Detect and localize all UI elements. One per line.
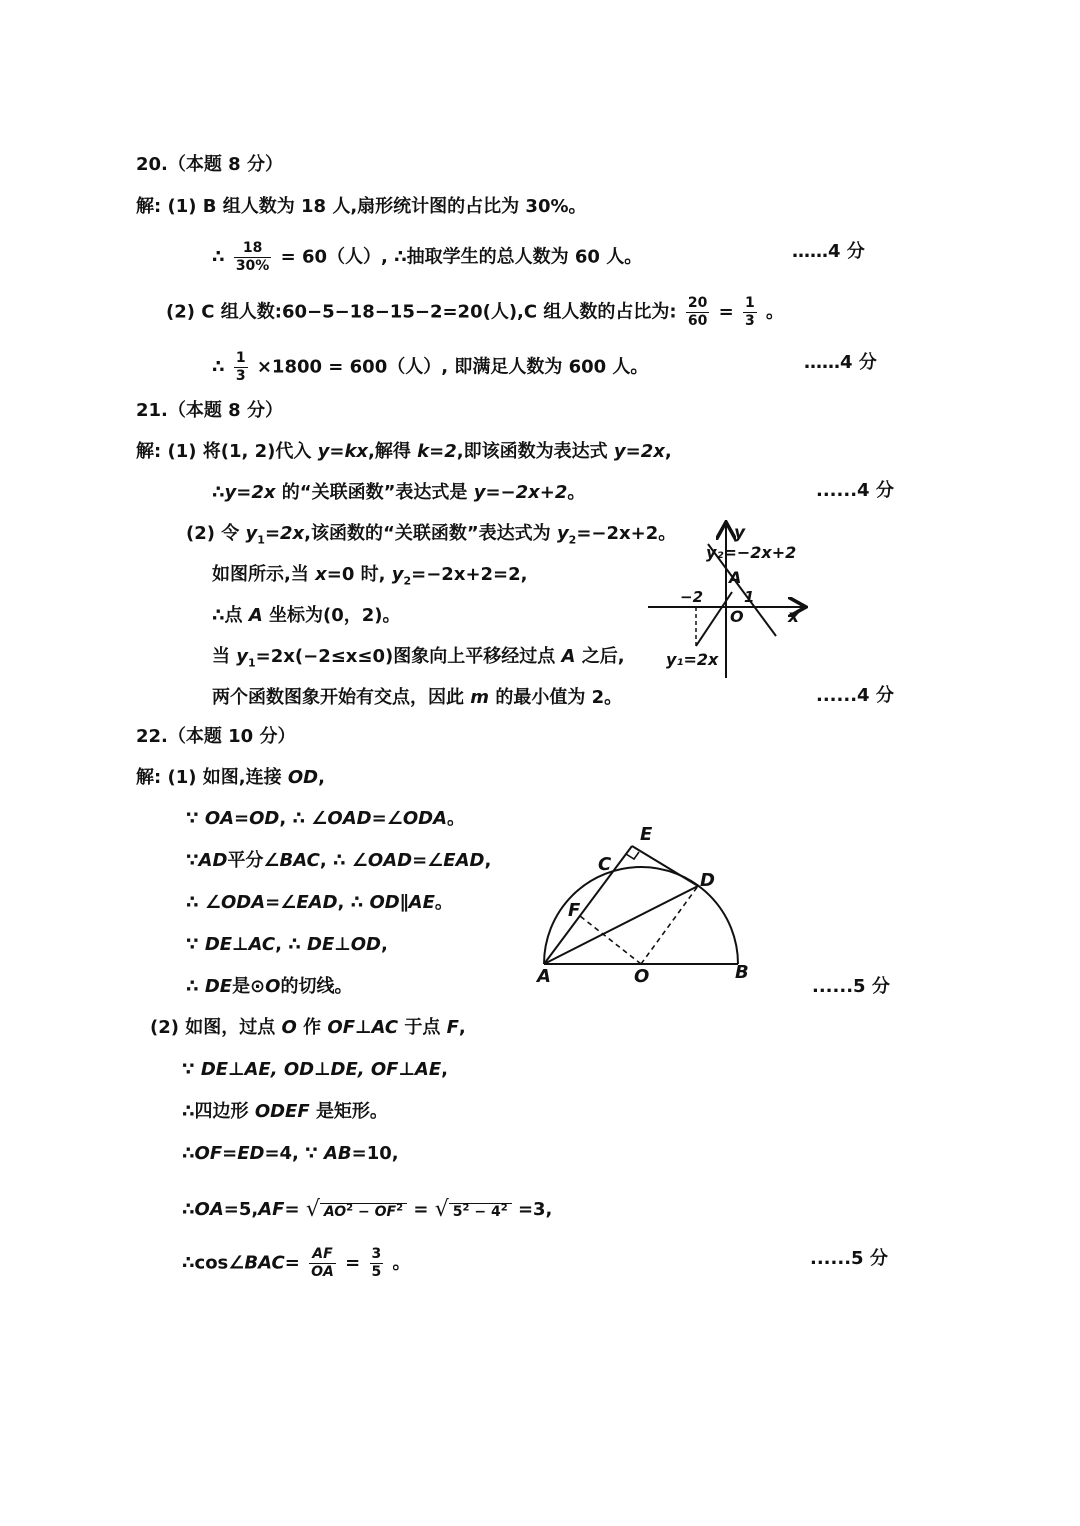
math-expr: ODEF [254, 1101, 310, 1122]
text: , ∴ [279, 808, 306, 829]
segment-ad [544, 886, 698, 964]
tick-1-label: 1 [744, 588, 755, 606]
equals-sign: = [345, 1252, 361, 1274]
math-expr: k=2 [417, 441, 457, 462]
math-expr: y [236, 646, 249, 667]
math-expr: OF=ED [194, 1143, 265, 1164]
period: 。 [766, 301, 785, 323]
text: 。 [434, 892, 453, 913]
superscript: 2 [462, 1202, 470, 1213]
text: 当 [212, 646, 230, 667]
subscript: 2 [403, 574, 412, 588]
text: = [284, 1252, 300, 1274]
q21-line-1 [136, 437, 672, 467]
text: ,该函数的“关联函数”表达式为 [304, 523, 551, 544]
text: ∵ [186, 934, 199, 955]
text: , [380, 934, 388, 955]
solve-label: 解: [136, 441, 162, 462]
text: =0 时, [326, 564, 386, 585]
text: , ∴ [275, 934, 301, 955]
text: 是⊙ [232, 976, 266, 997]
period: 。 [392, 1252, 411, 1274]
text: 的切线。 [280, 976, 353, 997]
text: ∴ [186, 892, 199, 913]
math-expr: O [281, 1017, 297, 1038]
part-label: (2) [150, 1017, 179, 1038]
text: =−2x+2。 [576, 523, 677, 544]
superscript: 2 [500, 1202, 508, 1213]
radicand [320, 1203, 407, 1220]
q21-line-7 [212, 683, 622, 713]
radical-sign-icon: √ [305, 1196, 320, 1222]
math-expr: OA [311, 1264, 334, 1280]
q21-line-3 [186, 519, 676, 556]
statement-text: C 组人数:60−5−18−15−2=20(人),C 组人数的占比为: [201, 301, 677, 323]
calc-text: = 60（人）, ∴抽取学生的总人数为 60 人。 [280, 246, 643, 268]
text: , [441, 1059, 448, 1080]
q21-graph [640, 516, 820, 686]
numerator: 18 [234, 240, 272, 258]
segment-of-dashed [580, 916, 641, 964]
part-label: (1) [167, 196, 197, 217]
q21-line-5 [212, 601, 401, 631]
text: =−2x+2=2, [411, 564, 528, 585]
denominator: 30% [235, 258, 270, 274]
q21-part1-score: ......4 分 [816, 480, 894, 501]
text: 于点 [404, 1017, 441, 1038]
text: ∴ [212, 482, 225, 503]
label-b: B [735, 962, 749, 983]
text: , [664, 441, 672, 462]
radicand [449, 1203, 512, 1220]
q20-part2-line [166, 295, 784, 330]
numerator: 20 [687, 295, 708, 311]
q22-figure [528, 816, 760, 986]
text: ∵ [186, 850, 199, 871]
fraction-1-over-3 [234, 350, 248, 385]
text: 令 [221, 523, 240, 544]
math-expr: OD [287, 767, 319, 788]
math-expr: y [391, 564, 404, 585]
text: ∴ [186, 976, 199, 997]
therefore-symbol: ∴ [212, 246, 225, 268]
math-expr: − OF [353, 1203, 397, 1220]
q22-line-4 [186, 888, 453, 918]
line-y1-label: y₁=2x [666, 650, 719, 669]
math-expr: DE⊥OD [307, 934, 381, 955]
text: , ∴ [337, 892, 364, 913]
statement-text: B 组人数为 18 人,扇形统计图的占比为 30%。 [202, 196, 587, 217]
part-label: (2) [186, 523, 215, 544]
math-expr: y=−2x+2 [473, 482, 568, 503]
math-expr: DE [204, 976, 233, 997]
math-expr: AO [323, 1203, 347, 1220]
q22-line-11 [182, 1193, 552, 1227]
label-a: A [537, 966, 551, 986]
q22-line-10 [182, 1139, 399, 1169]
text: ∵ [182, 1059, 195, 1080]
text: =10, [351, 1143, 399, 1164]
text: = [413, 1198, 429, 1220]
math-expr: OA=OD [204, 808, 280, 829]
denominator: 5 [371, 1264, 382, 1280]
math-expr: OD∥AE [369, 892, 435, 913]
q20-part1-score: ……4 分 [792, 241, 865, 262]
denominator [309, 1264, 336, 1281]
label-e: E [640, 824, 653, 845]
text: =2x(−2≤x≤0)图象向上平移经过点 [255, 646, 556, 667]
math-expr: y [245, 523, 258, 544]
math-expr: OF⊥AC [327, 1017, 399, 1038]
math-expr: AF [258, 1198, 285, 1220]
segment-de [632, 846, 698, 886]
q20-header: 20.（本题 8 分） [136, 154, 283, 175]
solve-label: 解: [136, 196, 162, 217]
q20-part2-score: ……4 分 [804, 352, 877, 373]
text: =3, [517, 1198, 553, 1220]
text: , [458, 1017, 466, 1038]
q22-line-6 [186, 972, 352, 1002]
math-expr: F [446, 1017, 459, 1038]
fraction-18-over-30pct [234, 240, 272, 275]
q21-line-4 [212, 560, 528, 597]
math-expr: DE⊥AC [204, 934, 276, 955]
sqrt-ao2-minus-of2 [306, 1193, 407, 1227]
y-axis-label: y [734, 523, 746, 543]
text: 是矩形。 [315, 1101, 388, 1122]
math-expr: OA [194, 1198, 224, 1220]
math-expr: AF [312, 1246, 333, 1262]
label-o: O [634, 966, 650, 986]
math-expr: ∠ODA=∠EAD [204, 892, 338, 913]
math-expr: y=2x [224, 482, 276, 503]
label-d: D [700, 870, 715, 891]
text: , [484, 850, 492, 871]
x-axis-label: x [788, 607, 799, 627]
text: 将(1, 2)代入 [202, 441, 312, 462]
denominator: 3 [744, 313, 755, 329]
denominator: 60 [687, 313, 708, 329]
q22-line-1 [136, 763, 325, 793]
subscript: 2 [568, 533, 577, 547]
label-f: F [568, 900, 581, 921]
solve-label: 解: [136, 767, 162, 788]
therefore-symbol: ∴ [212, 356, 225, 378]
numerator: 1 [235, 350, 246, 366]
text: ∴四边形 [182, 1101, 249, 1122]
math-expr: ∠OAD=∠EAD [351, 850, 485, 871]
numerator [309, 1246, 336, 1264]
radical-sign-icon: √ [434, 1196, 449, 1222]
q22-line-9 [182, 1097, 388, 1127]
fraction-20-over-60 [686, 295, 709, 330]
math-expr: BAC [244, 1252, 285, 1274]
math-expr: A [561, 646, 576, 667]
text: =4, ∵ [264, 1143, 318, 1164]
q22-line-7 [150, 1013, 466, 1043]
text: 如图，过点 [185, 1017, 276, 1038]
sqrt-5sq-minus-4sq [435, 1193, 512, 1227]
subscript: 1 [257, 533, 265, 547]
text: 坐标为(0，2)。 [269, 605, 401, 626]
math-expr: ∠OAD=∠ODA [311, 808, 447, 829]
text: 之后, [581, 646, 625, 667]
text: 的最小值为 2。 [495, 687, 623, 708]
math-expr: AB [323, 1143, 352, 1164]
math-expr: m [470, 687, 490, 708]
math-expr: AD [198, 850, 228, 871]
math-expr: x [315, 564, 327, 585]
text: ∴ [182, 1143, 195, 1164]
text: ∵ [186, 808, 199, 829]
math-expr: O [265, 976, 281, 997]
math-expr: =2x [264, 523, 305, 544]
q22-line-2 [186, 804, 465, 834]
text: ∴cos∠ [182, 1252, 245, 1274]
numerator: 1 [744, 295, 755, 311]
segment-od-dashed [641, 886, 698, 964]
math-expr: DE⊥AE, OD⊥DE, OF⊥AE [200, 1059, 442, 1080]
superscript: 2 [346, 1202, 354, 1213]
text: 如图所示,当 [212, 564, 309, 585]
math-expr: A [248, 605, 263, 626]
text: 的“关联函数”表达式是 [281, 482, 468, 503]
fraction-3-over-5 [370, 1246, 384, 1281]
q20-part1-calc-line [212, 240, 642, 275]
point-a-label: A [729, 568, 742, 587]
math-expr: − 4 [469, 1203, 501, 1220]
label-c: C [598, 854, 612, 875]
superscript: 2 [396, 1202, 404, 1213]
fraction-af-over-oa [309, 1246, 336, 1281]
part-label: (1) [167, 441, 197, 462]
text: ,即该函数为表达式 [456, 441, 608, 462]
line-y2-label: y₂=−2x+2 [706, 543, 797, 562]
text: = [284, 1198, 300, 1220]
q22-line-12 [182, 1246, 411, 1281]
text: ∴ [182, 1198, 195, 1220]
q22-header: 22.（本题 10 分） [136, 726, 296, 747]
q22-part1-score: ......5 分 [812, 976, 890, 997]
q22-line-3 [186, 846, 491, 876]
text: ∴点 [212, 605, 243, 626]
origin-label: O [730, 607, 744, 626]
part-label: (2) [166, 301, 195, 323]
q21-line-2 [212, 478, 585, 508]
q21-part2-score: ......4 分 [816, 685, 894, 706]
calc-text: ×1800 = 600（人）, 即满足人数为 600 人。 [256, 356, 649, 378]
q21-line-6 [212, 642, 625, 679]
fraction-1-over-3 [743, 295, 757, 330]
q22-line-5 [186, 930, 388, 960]
text: 。 [447, 808, 465, 829]
math-expr: y=kx [317, 441, 369, 462]
denominator: 3 [235, 368, 246, 384]
part-label: (1) [167, 767, 197, 788]
text: =5, [223, 1198, 259, 1220]
text: ,解得 [368, 441, 411, 462]
math-expr: y=2x [613, 441, 665, 462]
q21-header: 21.（本题 8 分） [136, 400, 283, 421]
text: 作 [303, 1017, 322, 1038]
text: 如图,连接 [202, 767, 282, 788]
math-expr: y [556, 523, 569, 544]
math-expr: ∠BAC [263, 850, 320, 871]
q22-line-8 [182, 1055, 448, 1085]
text: , [318, 767, 325, 788]
q20-part1-line [136, 192, 587, 222]
q20-part2-calc-line [212, 350, 648, 385]
subscript: 1 [248, 656, 256, 670]
text: , ∴ [319, 850, 346, 871]
text: 。 [567, 482, 586, 503]
numerator: 3 [371, 1246, 382, 1262]
text: 两个函数图象开始有交点，因此 [212, 687, 464, 708]
text: 平分 [227, 850, 264, 871]
tick-neg2-label: −2 [680, 588, 704, 606]
math-expr: 5 [452, 1203, 463, 1220]
equals-sign: = [718, 301, 734, 323]
q22-part2-score: ......5 分 [810, 1248, 888, 1269]
